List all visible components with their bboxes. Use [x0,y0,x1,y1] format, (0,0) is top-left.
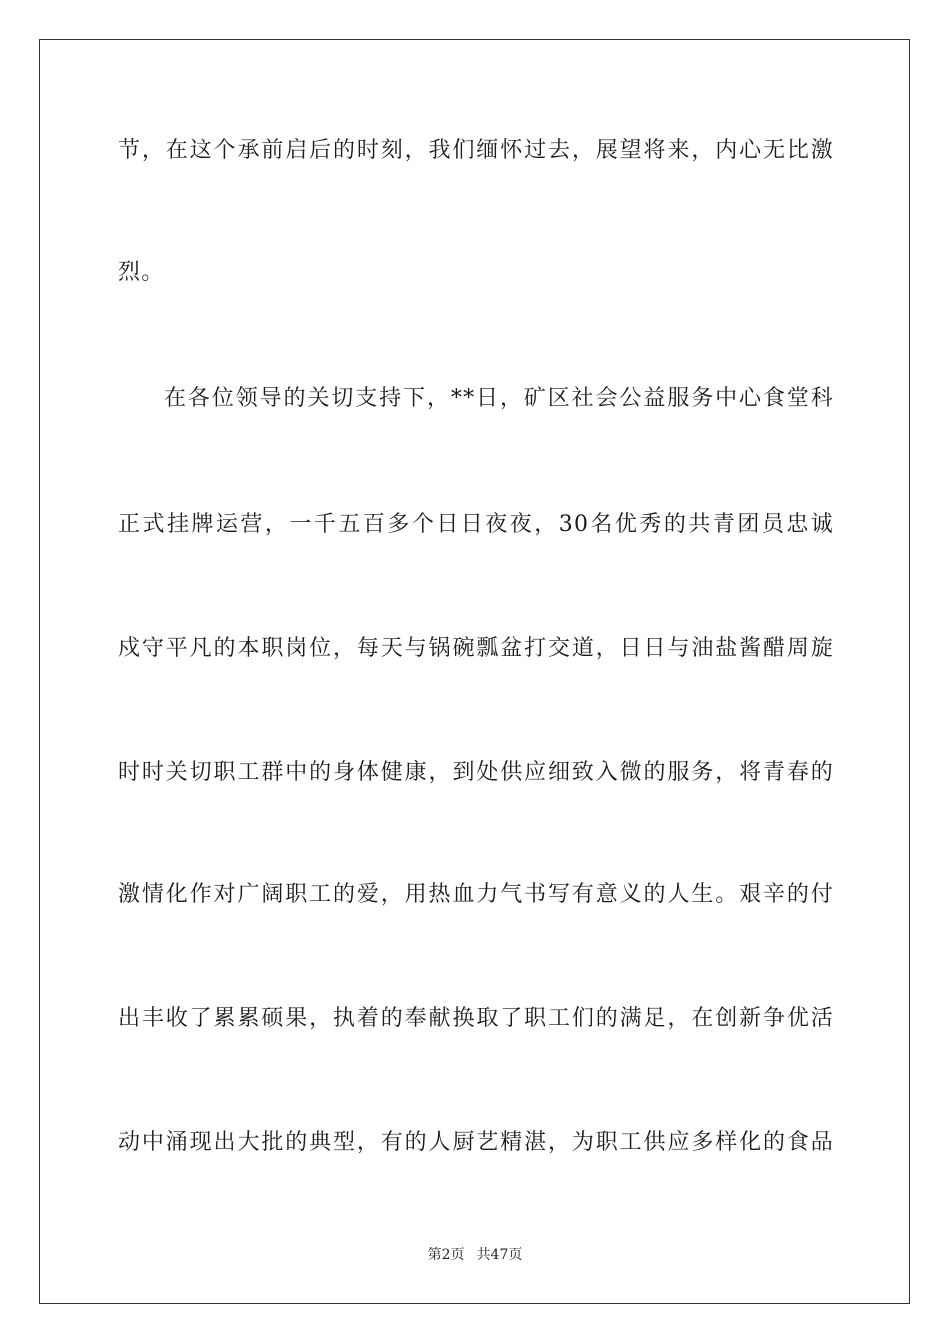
text-line-2: 烈。 [118,260,165,285]
text-line-3: 在各位领导的关切支持下，**日，矿区社会公益服务中心食堂科 [164,386,834,411]
text-line-5: 戍守平凡的本职岗位，每天与锅碗瓢盆打交道，日日与油盐酱醋周旋 [118,636,834,661]
text-line-8: 出丰收了累累硕果，执着的奉献换取了职工们的满足，在创新争优活 [118,1006,834,1031]
text-line-4: 正式挂牌运营，一千五百多个日日夜夜，30名优秀的共青团员忠诚 [118,512,834,537]
text-line-7: 激情化作对广阔职工的爱，用热血力气书写有意义的人生。艰辛的付 [118,882,834,907]
page-total: 共47页 [476,1247,523,1263]
text-line-6: 时时关切职工群中的身体健康，到处供应细致入微的服务，将青春的 [118,760,834,785]
page-footer [0,1246,950,1264]
text-line-1: 节，在这个承前启后的时刻，我们缅怀过去，展望将来，内心无比激 [118,138,834,163]
text-line-9: 动中涌现出大批的典型，有的人厨艺精湛，为职工供应多样化的食品 [118,1130,834,1155]
page-border [39,39,910,1304]
page-number: 第2页 [427,1247,465,1263]
